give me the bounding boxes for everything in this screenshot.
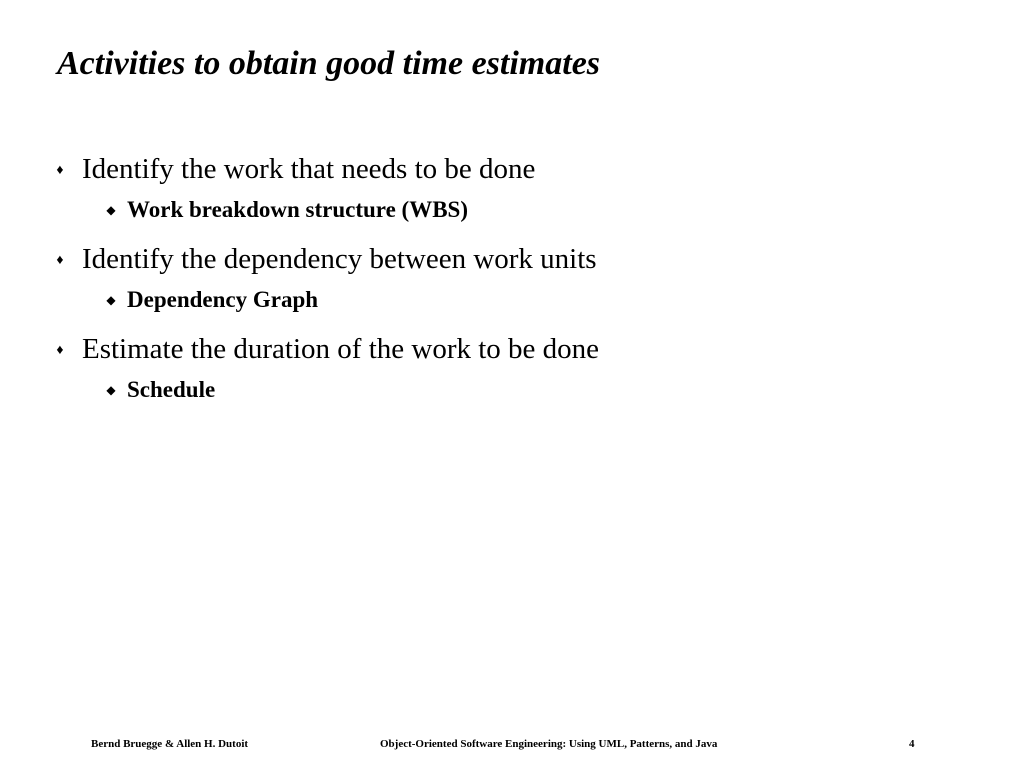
footer-authors: Bernd Bruegge & Allen H. Dutoit	[91, 738, 249, 750]
bullet-list	[52, 148, 992, 418]
diamond-bullet-icon: ♦	[56, 163, 64, 178]
sub-bullet-item	[52, 190, 992, 238]
diamond-bullet-icon: ♦	[56, 253, 64, 268]
small-diamond-bullet-icon: ◆	[106, 293, 116, 307]
bullet-text: Identify the dependency between work units	[82, 243, 597, 275]
sub-bullet-item	[52, 280, 992, 328]
sub-bullet-text: Schedule	[127, 377, 216, 402]
bullet-item	[52, 328, 992, 370]
slide-footer	[0, 736, 1024, 752]
footer-page-number: 4	[909, 738, 915, 750]
bullet-item	[52, 148, 992, 190]
bullet-item	[52, 238, 992, 280]
sub-bullet-text: Dependency Graph	[127, 287, 319, 312]
slide-title: Activities to obtain good time estimates	[57, 45, 601, 82]
footer-book-title: Object-Oriented Software Engineering: Using UML, Patterns, and Java	[380, 738, 718, 750]
small-diamond-bullet-icon: ◆	[106, 383, 116, 397]
small-diamond-bullet-icon: ◆	[106, 203, 116, 217]
sub-bullet-text: Work breakdown structure (WBS)	[127, 197, 468, 222]
diamond-bullet-icon: ♦	[56, 343, 64, 358]
bullet-text: Identify the work that needs to be done	[82, 153, 536, 185]
bullet-text: Estimate the duration of the work to be done	[82, 333, 600, 365]
sub-bullet-item	[52, 370, 992, 418]
